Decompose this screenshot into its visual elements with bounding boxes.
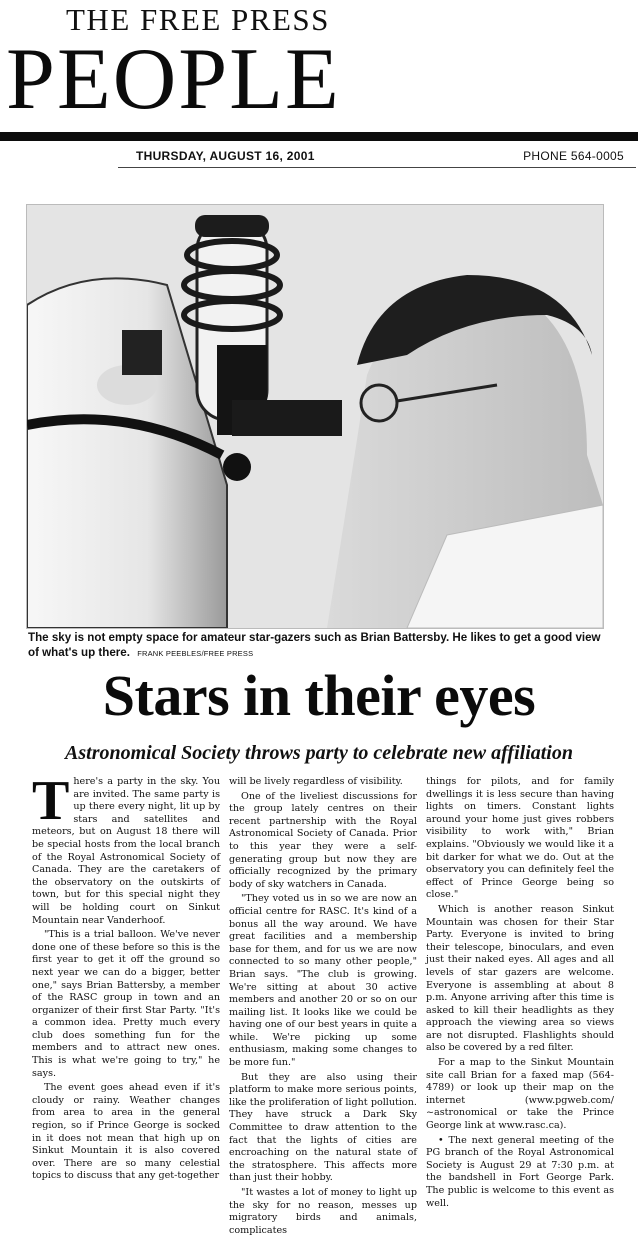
paragraph: will be lively regardless of visibility.: [229, 776, 403, 787]
paragraph: The event goes ahead even if it's cloudy or rainy. Weather changes from area to area in the general region, so if Prince George is socked in it does not mean that high up on Sinkut Mountain it is also covered over. There are so many celestial topics to discuss that any get-together: [32, 1082, 220, 1182]
article-column-3: [426, 776, 614, 1212]
masthead-top-line: THE FREE PRESS: [66, 2, 330, 37]
paragraph-text: here's a party in the sky. You are invited. The same party is up there every night, lit up by stars and satellites and meteors, but on August 18 there will be special hosts from the local branch of the Royal Astronomical Society of Canada. They are the caretakers of the observatory on the outskirts of town, but for this special night they will be holding court on Sinkut Mountain near Vanderhoof.: [32, 776, 220, 926]
dropcap: T: [32, 770, 70, 832]
paragraph: But they are also using their platform to make more serious points, like the proliferation of light pollution. They have struck a Dark Sky Committee to draw attention to the fact that the lights of cities are encroaching on the natural state of the stratosphere. This affects more than just their hobby.: [229, 1071, 417, 1184]
paragraph: • The next general meeting of the PG branch of the Royal Astronomical Society is August 29 at 7:30 p.m. at the bandshell in Fort George Park. The public is welcome to this event as well.: [426, 1134, 614, 1209]
paragraph: "It wastes a lot of money to light up the sky for no reason, messes up migratory birds and animals, complicates: [229, 1187, 417, 1236]
dateline-rule: [118, 167, 636, 168]
dateline: THURSDAY, AUGUST 16, 2001: [136, 149, 315, 163]
telescope-photo-illustration: [27, 205, 603, 628]
article-subhead: Astronomical Society throws party to celebrate new affiliation: [65, 742, 573, 764]
paragraph: "They voted us in so we are now an official centre for RASC. It's kind of a bonus all the way around. We have great facilities and a membership base for them, and for us we are now connected to so many other people," Brian says. "The club is growing. We're sitting at about 30 active members and another 20 or so on our mailing list. It looks like we could be having one of our best years in quite a while. We're picking up some enthusiasm, making some changes to be more fun.": [229, 893, 417, 1069]
paragraph: For a map to the Sinkut Mountain site call Brian for a faxed map (564-4789) or look up their map on the internet (www.pgweb.com/ ~astronomical or take the Prince George link at www.rasc.ca).: [426, 1057, 614, 1132]
masthead-rule: [0, 132, 638, 141]
paragraph: Which is another reason Sinkut Mountain was chosen for their Star Party. Everyone is invited to bring their telescope, binoculars, and even just their naked eyes. All ages and all levels of star gazers are welcome. Everyone is assembling at about 8 p.m. Anyone arriving after this time is asked to kill their headlights as they approach the viewing area so views are not disrupted. Flashlights should also be covered by a red filter.: [426, 903, 614, 1054]
paragraph: [32, 770, 220, 927]
article-photo: [26, 204, 604, 629]
photo-credit: FRANK PEEBLES/FREE PRESS: [137, 649, 254, 658]
photo-caption: [28, 630, 613, 661]
masthead-section-title: PEOPLE: [6, 31, 341, 128]
phone-number: PHONE 564-0005: [523, 149, 624, 163]
photo-caption-text: The sky is not empty space for amateur star-gazers such as Brian Battersby. He likes to get a good view of what's up there.: [28, 631, 601, 659]
paragraph: things for pilots, and for family dwellings it is less secure than having lights on timers. Constant lights around your home just gives robbers visibility to work with," Brian explains. "Obviously we would like it a bit darker for what we do. Out at the observatory you can definitely feel the effect of Prince George being so close.": [426, 776, 614, 901]
paragraph: One of the liveliest discussions for the group lately centres on their recent partnership with the Royal Astronomical Society of Canada. Prior to this year they were a self-generating group but now they are officially recognized by the primary body of sky watchers in Canada.: [229, 790, 417, 890]
article-column-2: [229, 776, 417, 1239]
paragraph: "This is a trial balloon. We've never done one of these before so this is the first year to get it off the ground so next year we can do a bigger, better one," says Brian Battersby, a member of the RASC group in town and an organizer of their first Star Party. "It's a common idea. Pretty much every club does something fun for the members and to attract new ones. This is what we're going to try," he says.: [32, 929, 220, 1079]
article-column-1: [32, 770, 220, 1185]
article-headline: Stars in their eyes: [102, 663, 536, 728]
